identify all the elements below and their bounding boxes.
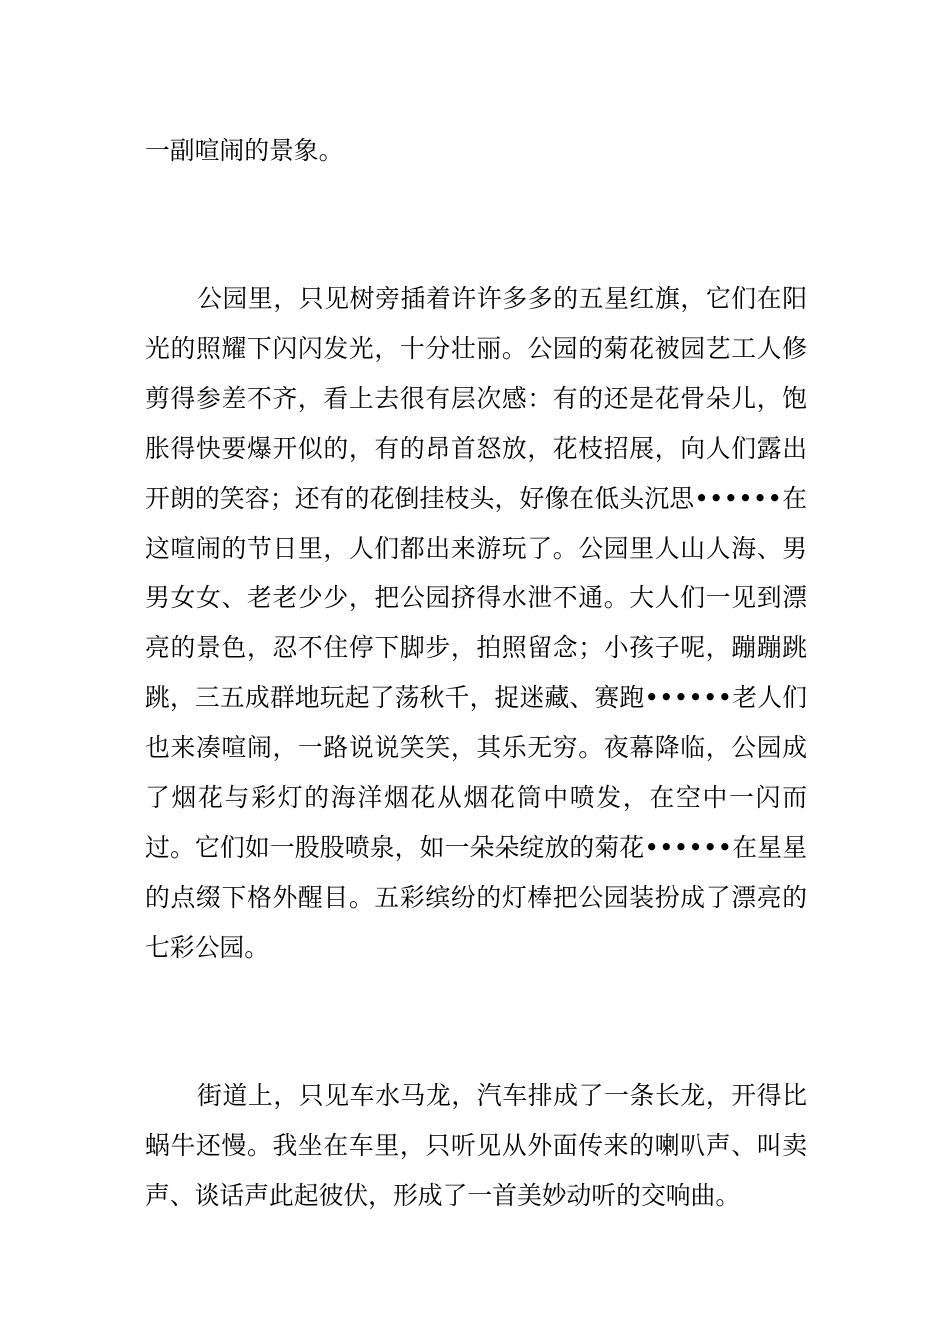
paragraph-continuation: 一副喧闹的景象。 bbox=[145, 136, 344, 165]
paragraph-park: 公园里，只见树旁插着许许多多的五星红旗，它们在阳光的照耀下闪闪发光，十分壮丽。公园的菊花被园艺工人修剪得参差不齐，看上去很有层次感：有的还是花骨朵儿，饱胀得快要爆开似的，有的昂首怒放，花枝招展，向人们露出开朗的笑容；还有的花倒挂枝头，好像在低头沉思••••••在这喧闹的节日里，人们都出来游玩了。公园里人山人海、男男女女、老老少少，把公园挤得水泄不通。大人们一见到漂亮的景色，忍不住停下脚步，拍照留念；小孩子呢，蹦蹦跳跳，三五成群地玩起了荡秋千，捉迷藏、赛跑••••••老人们也来凑喧闹，一路说说笑笑，其乐无穷。夜幕降临，公园成了烟花与彩灯的海洋烟花从烟花筒中喷发，在空中一闪而过。它们如一股股喷泉，如一朵朵绽放的菊花••••••在星星的点缀下格外醒目。五彩缤纷的灯棒把公园装扮成了漂亮的七彩公园。 bbox=[145, 284, 807, 962]
paragraph-street: 街道上，只见车水马龙，汽车排成了一条长龙，开得比蜗牛还慢。我坐在车里，只听见从外面传来的喇叭声、叫卖声、谈话声此起彼伏，形成了一首美妙动听的交响曲。 bbox=[145, 1081, 807, 1210]
